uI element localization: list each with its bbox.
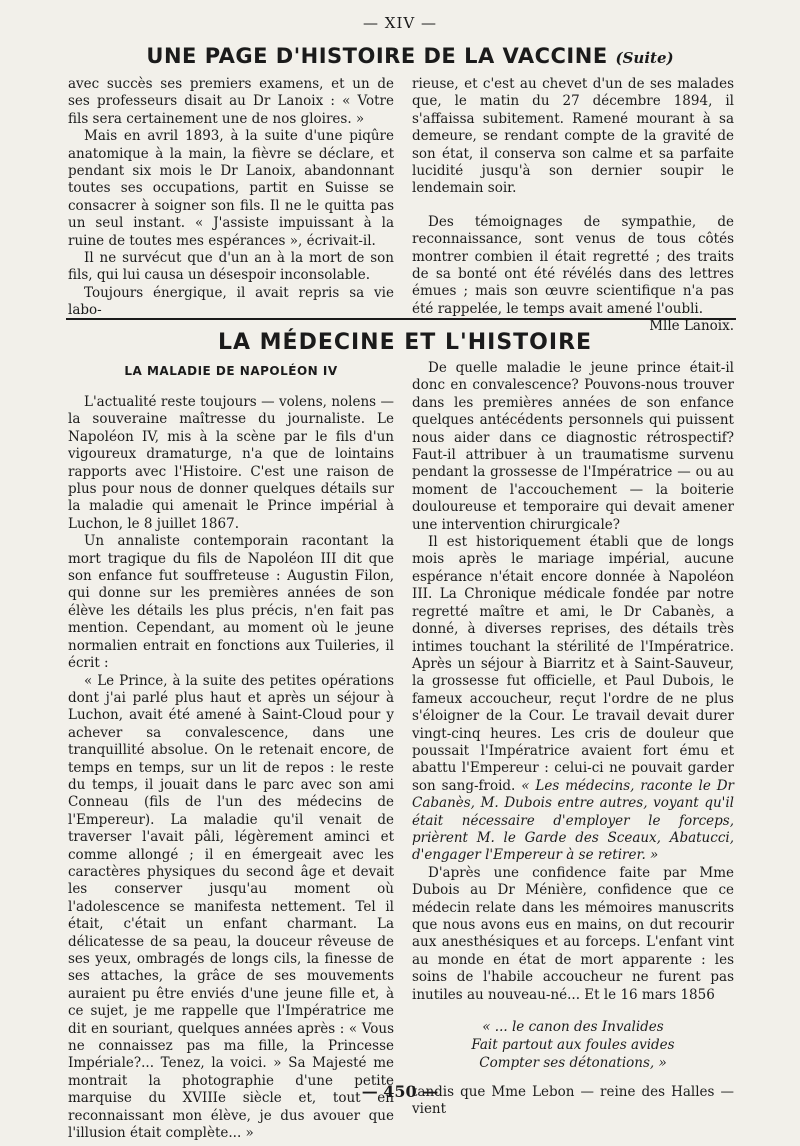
paragraph: Des témoignages de sympathie, de reconnaissance, sont venus de tous côtés montrer combien il était regretté ; des traits de sa bonté ont été révélés dans des lettres émues ; mais son œuvre scientifique n'a pas été rappelée, le temps avait amené l'oubli. xyxy=(412,213,734,317)
medicine-history-title: LA MÉDECINE ET L'HISTOIRE xyxy=(217,330,593,355)
paragraph: D'après une confidence faite par Mme Dubois au Dr Ménière, confidence que ce médecin relate dans les mémoires manuscrits que nous avons eus en mains, on dut recourir aux anesthésiques et au forceps. L'enfant vint au monde en état de mort apparente : les soins de l'habile accoucheur ne furent pas inutiles au nouveau-né... Et le 16 mars 1856 xyxy=(412,864,734,1003)
title-suite: (Suite) xyxy=(615,49,674,67)
verse-quote xyxy=(412,1018,734,1072)
verse-line: « ... le canon des Invalides xyxy=(482,1019,664,1036)
napoleon-column-right xyxy=(412,360,734,1119)
author-signature: Mlle Lanoix. xyxy=(649,318,734,335)
section-divider xyxy=(66,318,736,320)
quoted-passage: « Le Prince, à la suite des petites opérations dont j'ai parlé plus haut et après un séjour à Luchon, avait été amené à Saint-Cloud pour y achever sa convalescence, dans une tranquillité absolue. On le retenait encore, de temps en temps, sur un lit de repos : le reste du temps, il jouait dans le parc avec son ami Conneau (fils de l'un des médecins de l'Empereur). La maladie qu'il venait de traverser l'avait pâli, légèrement aminci et comme allongé ; il en émergeait avec les caractères physiques du second âge et devait les conserver jusqu'au moment où l'adolescence se manifesta nettement. Tel il était, c'était un enfant charmant. La délicatesse de sa peau, la douceur rêveuse de ses yeux, ombragés de longs cils, la finesse de ses attaches, la grâce de ses mouvements auraient pu être enviés d'une jeune fille et, à ce sujet, je me rappelle que l'Impératrice me dit en souriant, quelques années après : « Vous ne connaissez pas ma fille, la Princesse Impériale?... Tenez, la voici. » Sa Majesté me montrait la photographie d'une petite marquise du XVIIIe siècle et, tout en reconnaissant mon élève, je dus avouer que l'illusion était complète... » xyxy=(68,672,394,1142)
paragraph: avec succès ses premiers examens, et un de ses professeurs disait au Dr Lanoix : « Votre fils sera certainement une de nos gloires. » xyxy=(68,76,394,127)
paragraph xyxy=(412,534,734,865)
verse-line: Compter ses détonations, » xyxy=(479,1055,667,1072)
vaccine-column-right xyxy=(412,76,734,336)
paragraph: Toujours énergique, il avait repris sa vie labo- xyxy=(68,284,394,319)
verse-line: Fait partout aux foules avides xyxy=(471,1037,675,1054)
paragraph: Un annaliste contemporain racontant la mort tragique du fils de Napoléon III dit que son enfance fut souffreteuse : Augustin Filon, qui donne sur les premières années de son élève les détails les plus précis, n'en fait pas mention. Cependant, au moment où le jeune normalien entrait en fonctions aux Tuileries, il écrit : xyxy=(68,533,394,672)
paragraph: Mais en avril 1893, à la suite d'une piqûre anatomique à la main, la fièvre se déclare, et pendant six mois le Dr Lanoix, abandonnant toutes ses occupations, partit en Suisse se consacrer à soigner son fils. Il ne le quitta pas un seul instant. « J'assiste impuissant à la ruine de toutes mes espérances », écrivait-il. xyxy=(68,128,394,249)
paragraph: De quelle maladie le jeune prince était-il donc en convalescence? Pouvons-nous trouver dans les premières années de son enfance quelques antécédents personnels qui puissent nous aider dans ce diagnostic rétrospectif? Faut-il attribuer à un traumatisme survenu pendant la grossesse de l'Impératrice — ou au moment de l'accouchement — la boiterie douloureuse et temporaire qui devait amener une intervention chirurgicale? xyxy=(412,360,734,533)
paragraph: L'actualité reste toujours — volens, nolens — la souveraine maîtresse du journaliste. Le Napoléon IV, mis à la scène par le fils d'un vigoureux dramaturge, n'a que de lointains rapports avec l'Histoire. C'est une raison de plus pour nous de donner quelques détails sur la maladie qui amenait le Prince impérial à Luchon, le 8 juillet 1867. xyxy=(68,394,394,532)
page-number: — 450 — xyxy=(361,1082,439,1101)
paragraph: rieuse, et c'est au chevet d'un de ses malades que, le matin du 27 décembre 1894, il s'affaissa subitement. Ramené mourant à sa demeure, se rendant compte de la gravité de son état, il conserva son calme et sa parfaite lucidité jusqu'à son dernier soupir le lendemain soir. xyxy=(412,76,734,197)
vaccine-article-title xyxy=(70,44,750,68)
vaccine-column-left xyxy=(68,76,394,320)
paragraph-text: Il est historiquement établi que de longs mois après le mariage impérial, aucune espérance n'était encore donnée à Napoléon III. La Chronique médicale fondée par notre regretté maître et ami, le Dr Cabanès, a donné, à diverses reprises, des détails très intimes touchant la stérilité de l'Impératrice. Après un séjour à Biarritz et à Saint-Sauveur, la grossesse fut officielle, et Paul Dubois, le fameux accoucheur, reçut l'ordre de ne plus s'éloigner de la Cour. Le travail devait durer vingt-cinq heures. Les cris de douleur que poussait l'Impératrice avaient fort ému et abattu l'Empereur : celui-ci ne pouvait garder son sang-froid. xyxy=(412,534,734,794)
napoleon-column-left xyxy=(68,394,394,1142)
napoleon-subtitle: LA MALADIE DE NAPOLÉON IV xyxy=(124,364,338,378)
cabanes-quote: « Les médecins, raconte le Dr Cabanès, M. Dubois entre autres, voyant qu'il était nécessaire d'employer le forceps, prièrent M. le Garde des Sceaux, Abatucci, d'engager l'Empereur à se retirer. » xyxy=(412,777,734,864)
paragraph: tandis que Mme Lebon — reine des Halles — vient xyxy=(412,1084,734,1118)
page-roman-numeral: — XIV — xyxy=(363,14,437,32)
vaccine-title-text: UNE PAGE D'HISTOIRE DE LA VACCINE xyxy=(146,44,608,68)
paragraph: Il ne survécut que d'un an à la mort de son fils, qui lui causa un désespoir inconsolable. xyxy=(68,250,394,284)
